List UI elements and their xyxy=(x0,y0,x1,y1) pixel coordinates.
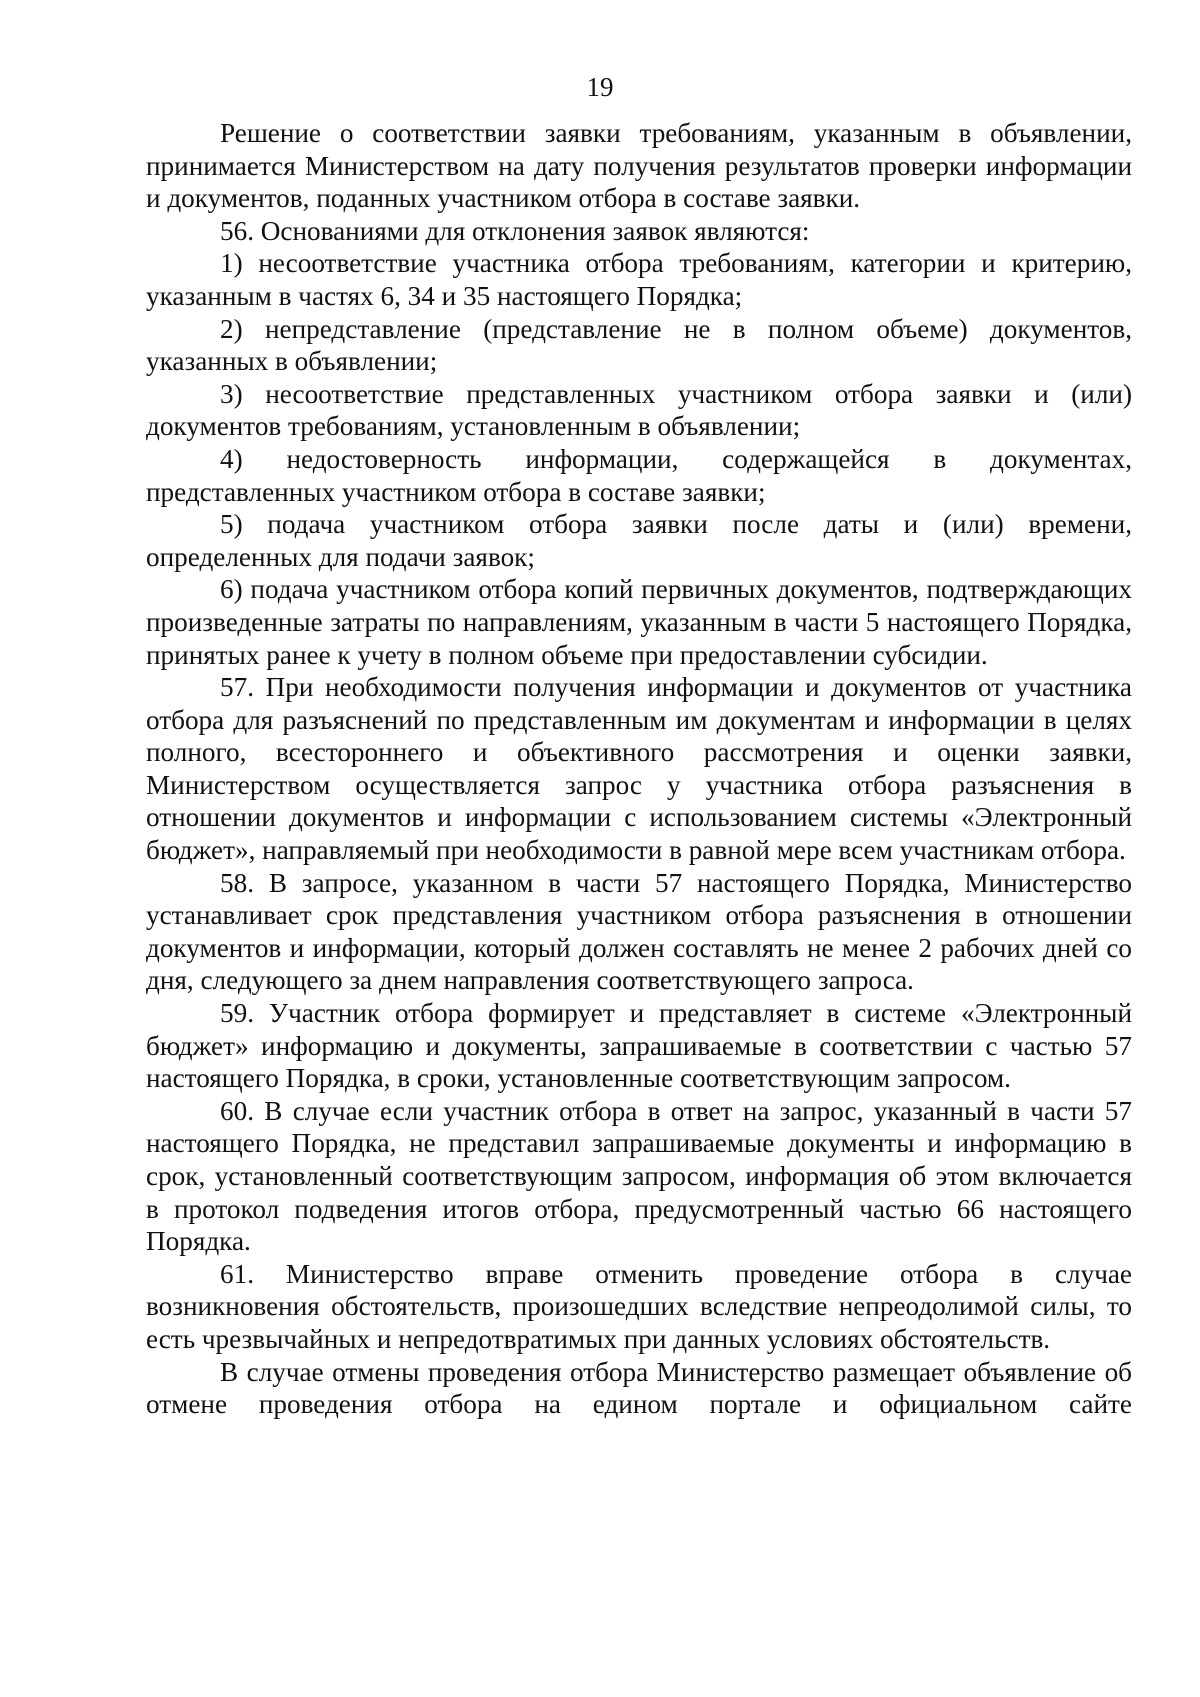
paragraph-61: 61. Министерство вправе отменить проведение отбора в случае возникновения обстоятельств, произошедших вследствие непреодолимой силы, то есть чрезвычайных и непредотвратимых при данных условиях обстоятельств. xyxy=(146,1258,1132,1354)
paragraph-60: 60. В случае если участник отбора в ответ на запрос, указанный в части 57 настоящего Порядка, не представил запрашиваемые документы и информацию в срок, установленный соответствующим запросом, информация об этом включается в протокол подведения итогов отбора, предусмотренный частью 66 настоящего Порядка. xyxy=(146,1095,1132,1257)
page-number: 19 xyxy=(586,72,614,102)
paragraph-decision: Решение о соответствии заявки требованиям, указанным в объявлении, принимается Министерством на дату получения результатов проверки информации и документов, поданных участником отбора в составе заявки. xyxy=(146,118,1132,214)
document-body xyxy=(146,117,1132,1421)
paragraph-56-item-4: 4) недостоверность информации, содержащейся в документах, представленных участником отбора в составе заявки; xyxy=(146,443,1132,507)
paragraph-59: 59. Участник отбора формирует и представляет в системе «Электронный бюджет» информацию и документы, запрашиваемые в соответствии с частью 57 настоящего Порядка, в сроки, установленные соответствующим запросом. xyxy=(146,998,1132,1094)
paragraph-56: 56. Основаниями для отклонения заявок являются: xyxy=(220,215,810,246)
paragraph-58: 58. В запросе, указанном в части 57 настоящего Порядка, Министерство устанавливает срок представления участником отбора разъяснения в отношении документов и информации, который должен составлять не менее 2 рабочих дней со дня, следующего за днем направления соответствующего запроса. xyxy=(146,867,1132,996)
paragraph-56-item-3: 3) несоответствие представленных участником отбора заявки и (или) документов требованиям, установленным в объявлении; xyxy=(146,378,1132,442)
paragraph-56-item-6: 6) подача участником отбора копий первичных документов, подтверждающих произведенные затраты по направлениям, указанным в части 5 настоящего Порядка, принятых ранее к учету в полном объеме при предоставлении субсидии. xyxy=(146,574,1132,670)
paragraph-56-item-5: 5) подача участником отбора заявки после даты и (или) времени, определенных для подачи заявок; xyxy=(146,509,1132,572)
paragraph-57: 57. При необходимости получения информации и документов от участника отбора для разъяснений по представленным им документам и информации в целях полного, всестороннего и объективного рассмотрения и оценки заявки, Министерством осуществляется запрос у участника отбора разъяснения в отношении документов и информации с использованием системы «Электронный бюджет», направляемый при необходимости в равной мере всем участникам отбора. xyxy=(146,672,1132,866)
paragraph-56-item-2: 2) непредставление (представление не в полном объеме) документов, указанных в объявлении; xyxy=(146,313,1132,377)
paragraph-56-item-1: 1) несоответствие участника отбора требованиям, категории и критерию, указанным в частях 6, 34 и 35 настоящего Порядка; xyxy=(146,248,1132,311)
paragraph-cancellation: В случае отмены проведения отбора Министерство размещает объявление об отмене проведения отбора на едином портале и официальном сайте xyxy=(146,1356,1132,1420)
